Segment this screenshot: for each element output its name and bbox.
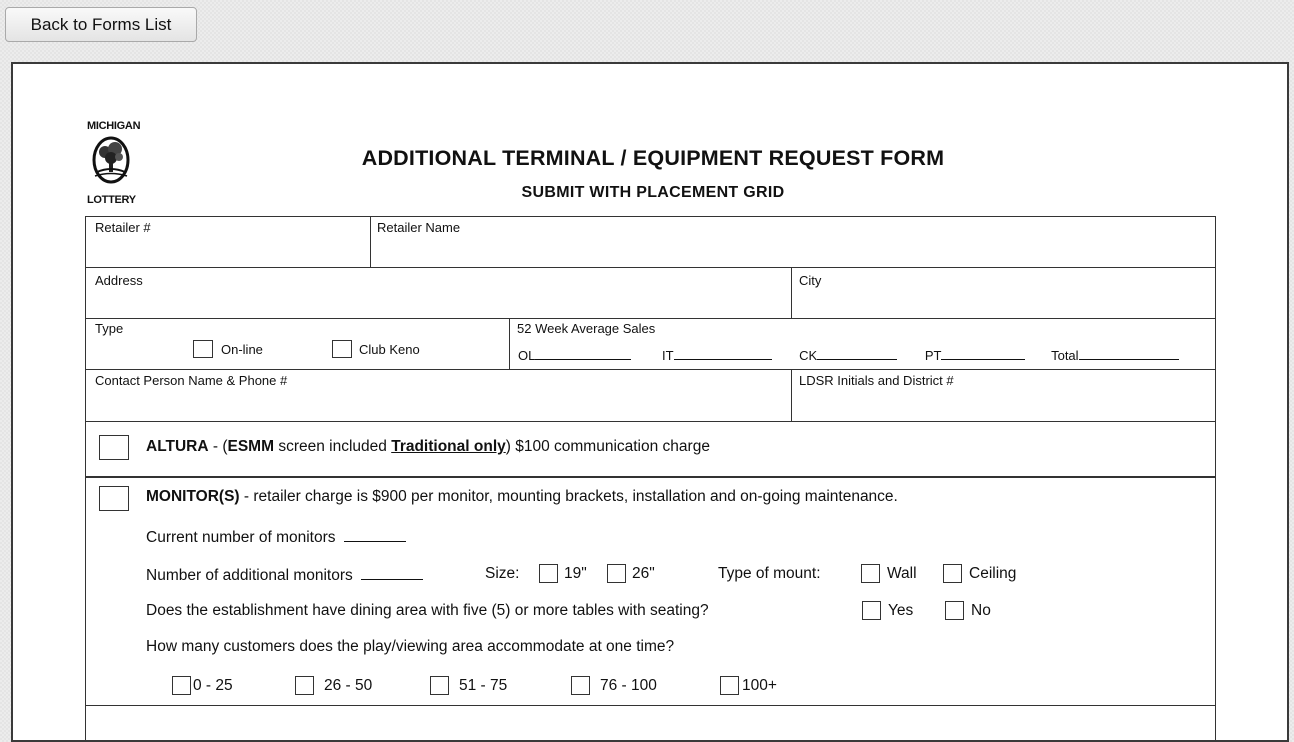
capacity-76-100-checkbox[interactable] bbox=[571, 676, 590, 695]
mount-label: Type of mount: bbox=[718, 565, 821, 582]
current-monitors-label: Current number of monitors bbox=[146, 529, 336, 546]
mount-ceiling-checkbox[interactable] bbox=[943, 564, 962, 583]
type-online-checkbox[interactable] bbox=[193, 340, 213, 358]
contact-label: Contact Person Name & Phone # bbox=[95, 373, 288, 388]
capacity-0-25-label: 0 - 25 bbox=[193, 677, 233, 694]
sales-ol-label: OL bbox=[518, 348, 536, 363]
capacity-51-75-checkbox[interactable] bbox=[430, 676, 449, 695]
additional-monitors-line[interactable] bbox=[361, 565, 423, 580]
col-divider bbox=[370, 216, 371, 267]
mount-wall-checkbox[interactable] bbox=[861, 564, 880, 583]
dining-yes-label: Yes bbox=[888, 602, 914, 619]
monitor-text: S bbox=[224, 488, 235, 505]
capacity-100-plus-checkbox[interactable] bbox=[720, 676, 739, 695]
ldsr-label: LDSR Initials and District # bbox=[799, 373, 954, 388]
altura-text: E bbox=[227, 438, 238, 455]
sales-ck-label: CK bbox=[799, 348, 818, 363]
capacity-26-50-checkbox[interactable] bbox=[295, 676, 314, 695]
type-keno-checkbox[interactable] bbox=[332, 340, 352, 358]
sales-total-label: Total bbox=[1051, 348, 1079, 363]
monitor-checkbox[interactable] bbox=[99, 486, 129, 511]
form-document bbox=[13, 64, 1287, 740]
col-divider bbox=[791, 369, 792, 421]
size-19-label: 19" bbox=[564, 565, 587, 582]
dining-question: Does the establishment have dining area with five (5) or more tables with seating? bbox=[146, 602, 709, 619]
additional-monitors-label: Number of additional monitors bbox=[146, 567, 353, 584]
sales-fields bbox=[518, 345, 1179, 363]
size-26-checkbox[interactable] bbox=[607, 564, 626, 583]
sales-ck-line[interactable] bbox=[817, 345, 897, 360]
form-subtitle: SUBMIT WITH PLACEMENT GRID bbox=[521, 184, 785, 201]
capacity-100-plus-label: 100+ bbox=[742, 677, 777, 694]
row-divider bbox=[85, 369, 1216, 370]
monitor-line bbox=[146, 488, 898, 506]
type-online-label: On-line bbox=[221, 342, 263, 357]
size-26-label: 26" bbox=[632, 565, 655, 582]
size-19-checkbox[interactable] bbox=[539, 564, 558, 583]
logo-top-text: MICHIGAN bbox=[87, 120, 141, 132]
altura-checkbox[interactable] bbox=[99, 435, 129, 460]
altura-name: ALTURA bbox=[146, 438, 209, 455]
row-divider bbox=[85, 421, 1216, 422]
capacity-76-100-label: 76 - 100 bbox=[600, 677, 657, 694]
logo-bottom-text: LOTTERY bbox=[87, 194, 136, 206]
capacity-26-50-label: 26 - 50 bbox=[324, 677, 373, 694]
altura-text: screen included bbox=[274, 438, 392, 455]
additional-monitors-label-wrap bbox=[146, 565, 423, 585]
sales-pt-label: PT bbox=[924, 348, 942, 363]
type-keno-label: Club Keno bbox=[359, 342, 420, 357]
col-divider bbox=[509, 318, 510, 369]
mount-ceiling-label: Ceiling bbox=[969, 565, 1017, 582]
city-label: City bbox=[799, 273, 822, 288]
row-divider bbox=[85, 267, 1216, 268]
altura-charge: ) $100 communication charge bbox=[505, 438, 710, 455]
size-label: Size: bbox=[485, 565, 520, 582]
type-label: Type bbox=[95, 321, 124, 336]
monitor-name: MONITOR( bbox=[146, 488, 225, 505]
current-monitors-line[interactable] bbox=[344, 527, 406, 542]
current-monitors-row bbox=[146, 527, 406, 547]
sales-pt-line[interactable] bbox=[941, 345, 1025, 360]
sales-it-label: IT bbox=[661, 348, 674, 363]
sales-total-line[interactable] bbox=[1079, 345, 1179, 360]
capacity-0-25-checkbox[interactable] bbox=[172, 676, 191, 695]
altura-text: - ( bbox=[208, 438, 228, 455]
dining-no-label: No bbox=[971, 602, 991, 619]
sales-ol-line[interactable] bbox=[535, 345, 631, 360]
michigan-lottery-logo bbox=[87, 120, 143, 206]
altura-line bbox=[146, 438, 710, 456]
address-label: Address bbox=[95, 273, 143, 288]
form-title: ADDITIONAL TERMINAL / EQUIPMENT REQUEST FORM bbox=[361, 146, 945, 170]
dining-no-checkbox[interactable] bbox=[945, 601, 964, 620]
tree-emblem-icon bbox=[89, 134, 133, 184]
monitor-description: - retailer charge is $900 per monitor, mounting brackets, installation and on-going maintenance. bbox=[239, 488, 898, 505]
monitor-text: ) bbox=[234, 488, 240, 505]
row-divider bbox=[85, 705, 1216, 706]
retailer-number-label: Retailer # bbox=[95, 220, 151, 235]
sales-label: 52 Week Average Sales bbox=[517, 321, 656, 336]
col-divider bbox=[791, 267, 792, 318]
sales-it-line[interactable] bbox=[674, 345, 772, 360]
capacity-question: How many customers does the play/viewing area accommodate at one time? bbox=[146, 638, 675, 655]
capacity-51-75-label: 51 - 75 bbox=[459, 677, 508, 694]
back-to-forms-button[interactable]: Back to Forms List bbox=[5, 7, 197, 42]
retailer-name-label: Retailer Name bbox=[377, 220, 461, 235]
altura-traditional: Traditional only bbox=[391, 438, 506, 455]
altura-text: SMM bbox=[237, 438, 275, 455]
mount-wall-label: Wall bbox=[887, 565, 917, 582]
form-viewer-frame bbox=[11, 62, 1289, 742]
row-divider bbox=[85, 318, 1216, 319]
dining-yes-checkbox[interactable] bbox=[862, 601, 881, 620]
